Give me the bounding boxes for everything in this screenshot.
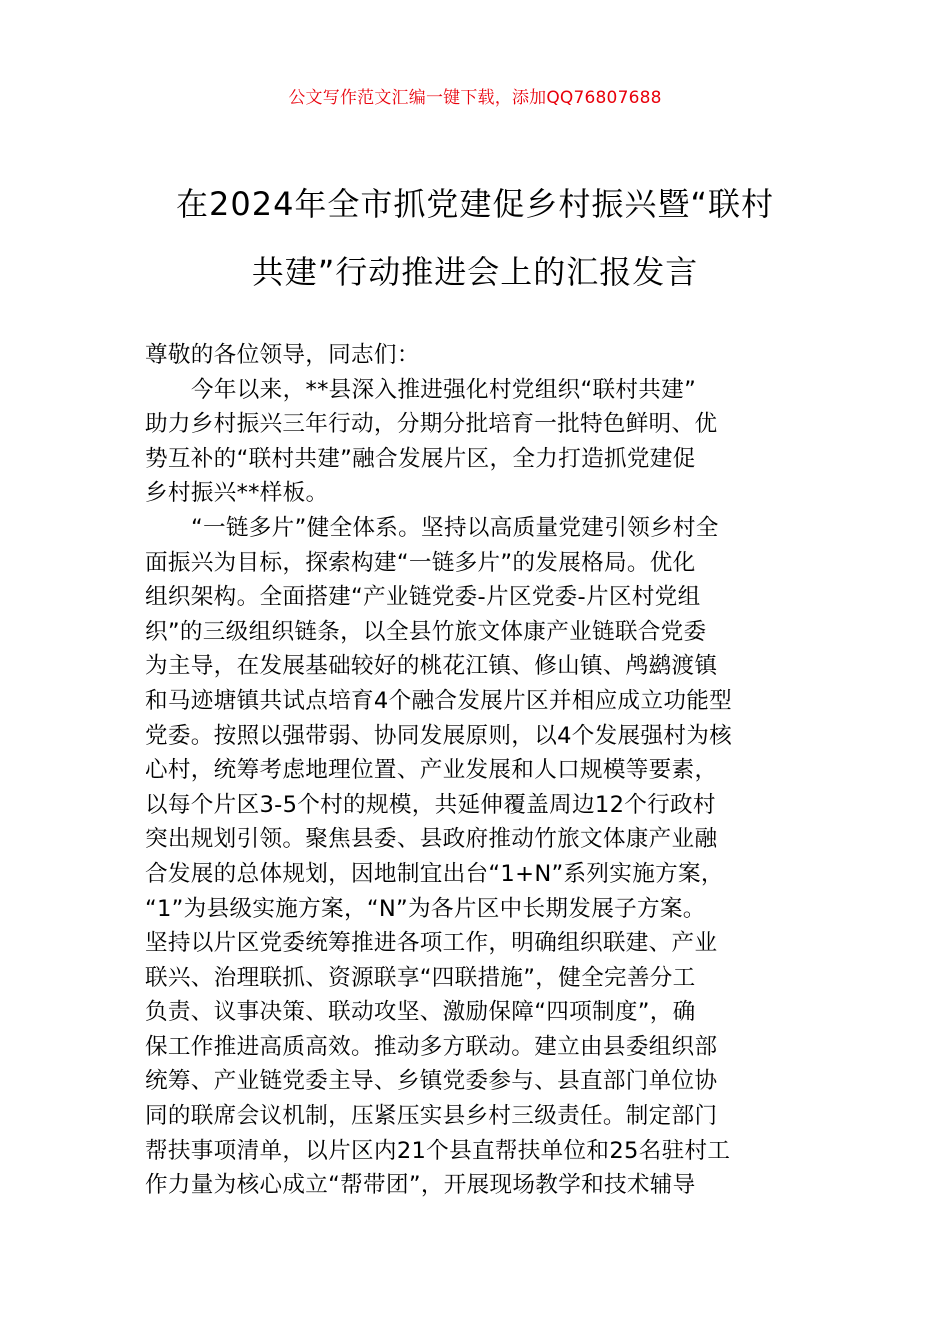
body-line: 和马迹塘镇共试点培育4个融合发展片区并相应成立功能型 [145,687,733,714]
title-line-1: 在2024年全市抓党建促乡村振兴暨“联村 [175,185,775,223]
body-line: 今年以来，**县深入推进强化村党组织“联村共建” [191,376,697,403]
body-line: 坚持以片区党委统筹推进各项工作，明确组织联建、产业 [145,930,718,957]
salutation: 尊敬的各位领导，同志们： [145,342,420,368]
body-line: 助力乡村振兴三年行动，分期分批培育一批特色鲜明、优 [145,411,718,438]
body-line: 负责、议事决策、联动攻坚、激励保障“四项制度”，确 [145,999,696,1026]
body-line: 联兴、治理联抓、资源联享“四联措施”，健全完善分工 [145,964,696,991]
body-line: 心村，统筹考虑地理位置、产业发展和人口规模等要素， [145,757,718,784]
body-line: 以每个片区3-5个村的规模，共延伸覆盖周边12个行政村 [145,791,716,818]
body-line: 突出规划引领。聚焦县委、县政府推动竹旅文体康产业融 [145,826,718,853]
document-body [145,338,807,1203]
download-watermark: 公文写作范文汇编一键下载，添加QQ76807688 [288,88,662,108]
body-line: 保工作推进高质高效。推动多方联动。建立由县委组织部 [145,1033,718,1060]
body-line: 织”的三级组织链条，以全县竹旅文体康产业链联合党委 [145,618,707,645]
body-line: 组织架构。全面搭建“产业链党委-片区党委-片区村党组 [145,584,701,611]
body-line: 同的联席会议机制，压紧压实县乡村三级责任。制定部门 [145,1103,718,1130]
title-line-2: 共建”行动推进会上的汇报发言 [251,253,699,291]
body-line: 帮扶事项清单，以片区内21个县直帮扶单位和25名驻村工 [145,1137,731,1164]
body-line: 党委。按照以强带弱、协同发展原则，以4个发展强村为核 [145,722,733,749]
body-line: 势互补的“联村共建”融合发展片区，全力打造抓党建促 [145,445,696,472]
body-line: 合发展的总体规划，因地制宜出台“1+N”系列实施方案， [145,860,724,887]
body-line: “一链多片”健全体系。坚持以高质量党建引领乡村全 [191,514,719,541]
body-line: 作力量为核心成立“帮带团”，开展现场教学和技术辅导 [145,1172,696,1199]
body-line: 为主导，在发展基础较好的桃花江镇、修山镇、鸬鹚渡镇 [145,653,718,680]
body-line: 乡村振兴**样板。 [145,480,329,507]
body-line: “1”为县级实施方案，“N”为各片区中长期发展子方案。 [145,895,706,922]
body-line: 统筹、产业链党委主导、乡镇党委参与、县直部门单位协 [145,1068,718,1095]
body-line: 面振兴为目标，探索构建“一链多片”的发展格局。优化 [145,549,696,576]
document-title [140,170,810,306]
